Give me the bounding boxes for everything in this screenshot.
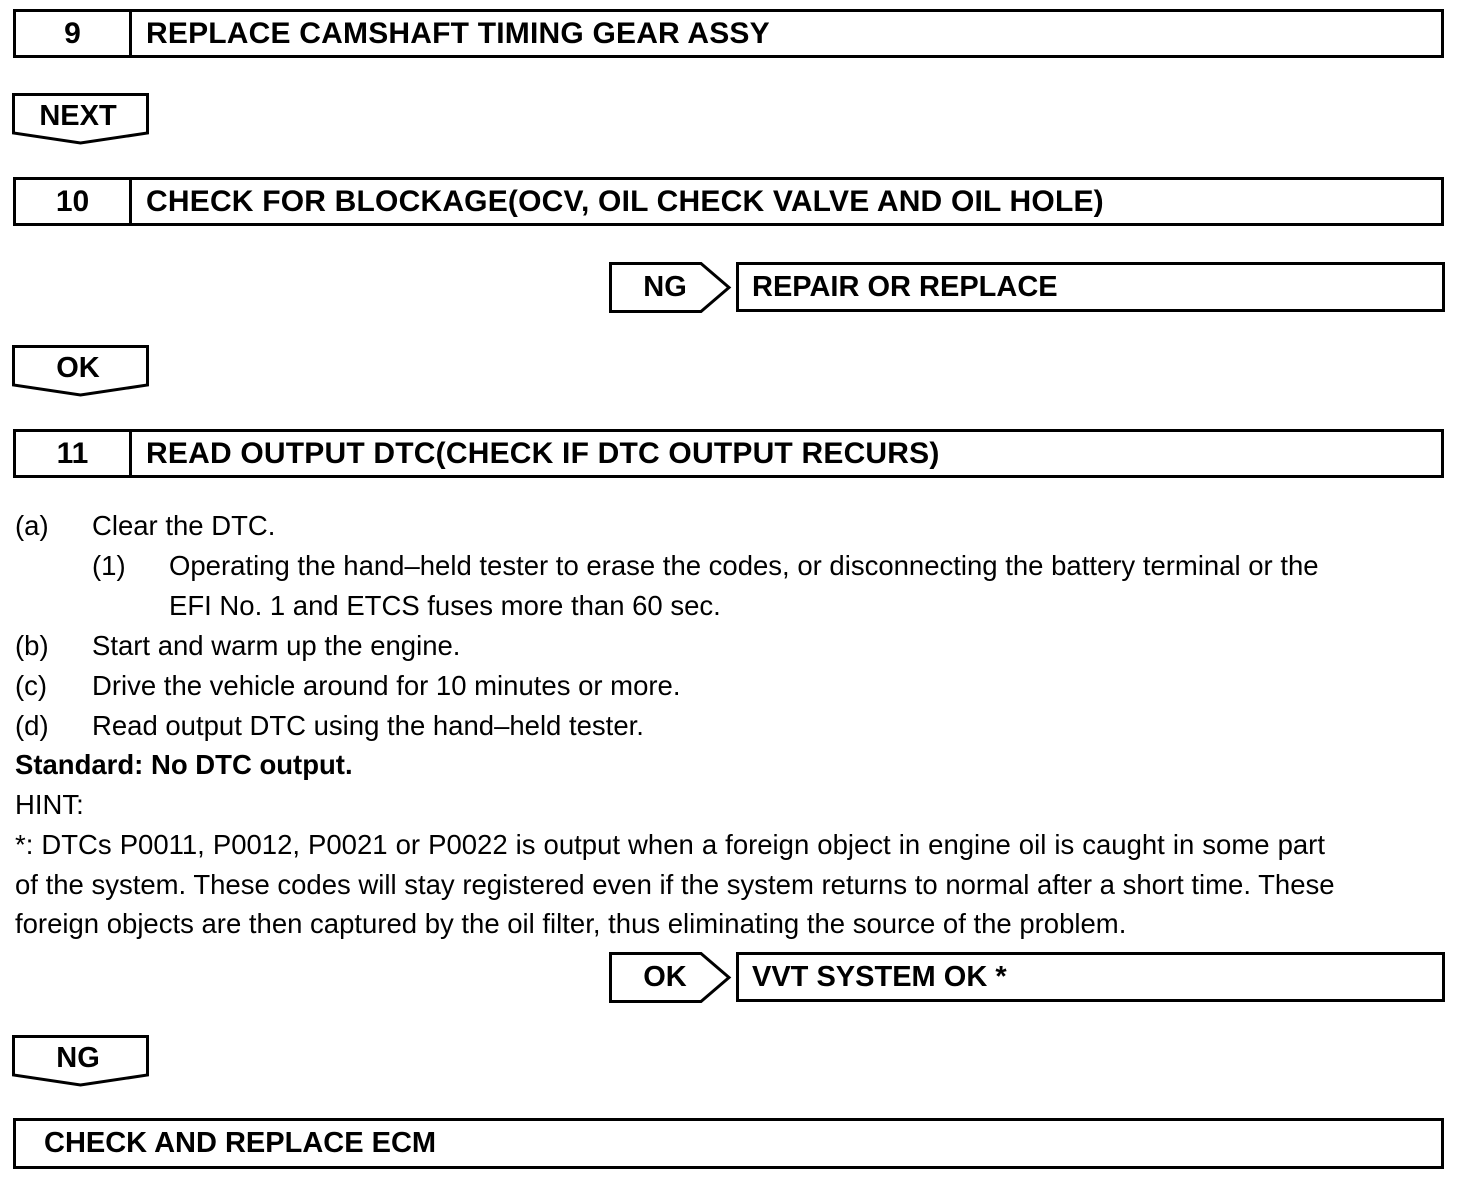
step-9-header (13, 9, 1444, 58)
ok-label: OK (643, 961, 687, 993)
item-text-a1-line2: EFI No. 1 and ETCS fuses more than 60 sec. (169, 590, 721, 621)
item-label-b: (b) (15, 630, 49, 661)
next-label: NEXT (39, 100, 117, 132)
item-text-c: Drive the vehicle around for 10 minutes or more. (92, 670, 681, 701)
item-text-a1-line1: Operating the hand–held tester to erase the codes, or disconnecting the battery terminal or the (169, 550, 1319, 581)
ng-result-box: REPAIR OR REPLACE (736, 262, 1445, 312)
ok-arrow-tag (609, 952, 733, 1004)
hint-line-2: of the system. These codes will stay registered even if the system returns to normal after a short time. These (15, 869, 1335, 900)
ng-arrow-tag (12, 1035, 150, 1087)
item-label-c: (c) (15, 670, 48, 701)
hint-line-3: foreign objects are then captured by the oil filter, thus eliminating the source of the problem. (15, 908, 1127, 939)
item-label-a1: (1) (92, 550, 126, 581)
item-text-d: Read output DTC using the hand–held tester. (92, 710, 644, 741)
step-number: 11 (16, 432, 132, 475)
hint-label: HINT: (15, 789, 84, 820)
step-number: 10 (16, 180, 132, 223)
step-10-header (13, 177, 1444, 226)
step-title: READ OUTPUT DTC(CHECK IF DTC OUTPUT RECURS) (146, 436, 940, 470)
final-action-box: CHECK AND REPLACE ECM (13, 1118, 1444, 1169)
item-text-b: Start and warm up the engine. (92, 630, 461, 661)
hint-line-1: *: DTCs P0011, P0012, P0021 or P0022 is output when a foreign object in engine oil is caught in some part (15, 829, 1325, 860)
step-number: 9 (16, 12, 132, 55)
item-text-a: Clear the DTC. (92, 510, 276, 541)
ng-arrow-tag (609, 262, 733, 314)
next-arrow-tag (12, 93, 150, 145)
ok-arrow-tag (12, 345, 150, 397)
step-11-header (13, 429, 1444, 478)
ng-label: NG (643, 271, 687, 303)
ok-result-box: VVT SYSTEM OK * (736, 952, 1445, 1002)
ok-label: OK (56, 352, 100, 384)
ng-label: NG (56, 1042, 100, 1074)
step-title: REPLACE CAMSHAFT TIMING GEAR ASSY (146, 16, 770, 50)
item-label-d: (d) (15, 710, 49, 741)
step-title: CHECK FOR BLOCKAGE(OCV, OIL CHECK VALVE AND OIL HOLE) (146, 184, 1104, 218)
item-label-a: (a) (15, 510, 49, 541)
standard-text: Standard: No DTC output. (15, 749, 353, 780)
